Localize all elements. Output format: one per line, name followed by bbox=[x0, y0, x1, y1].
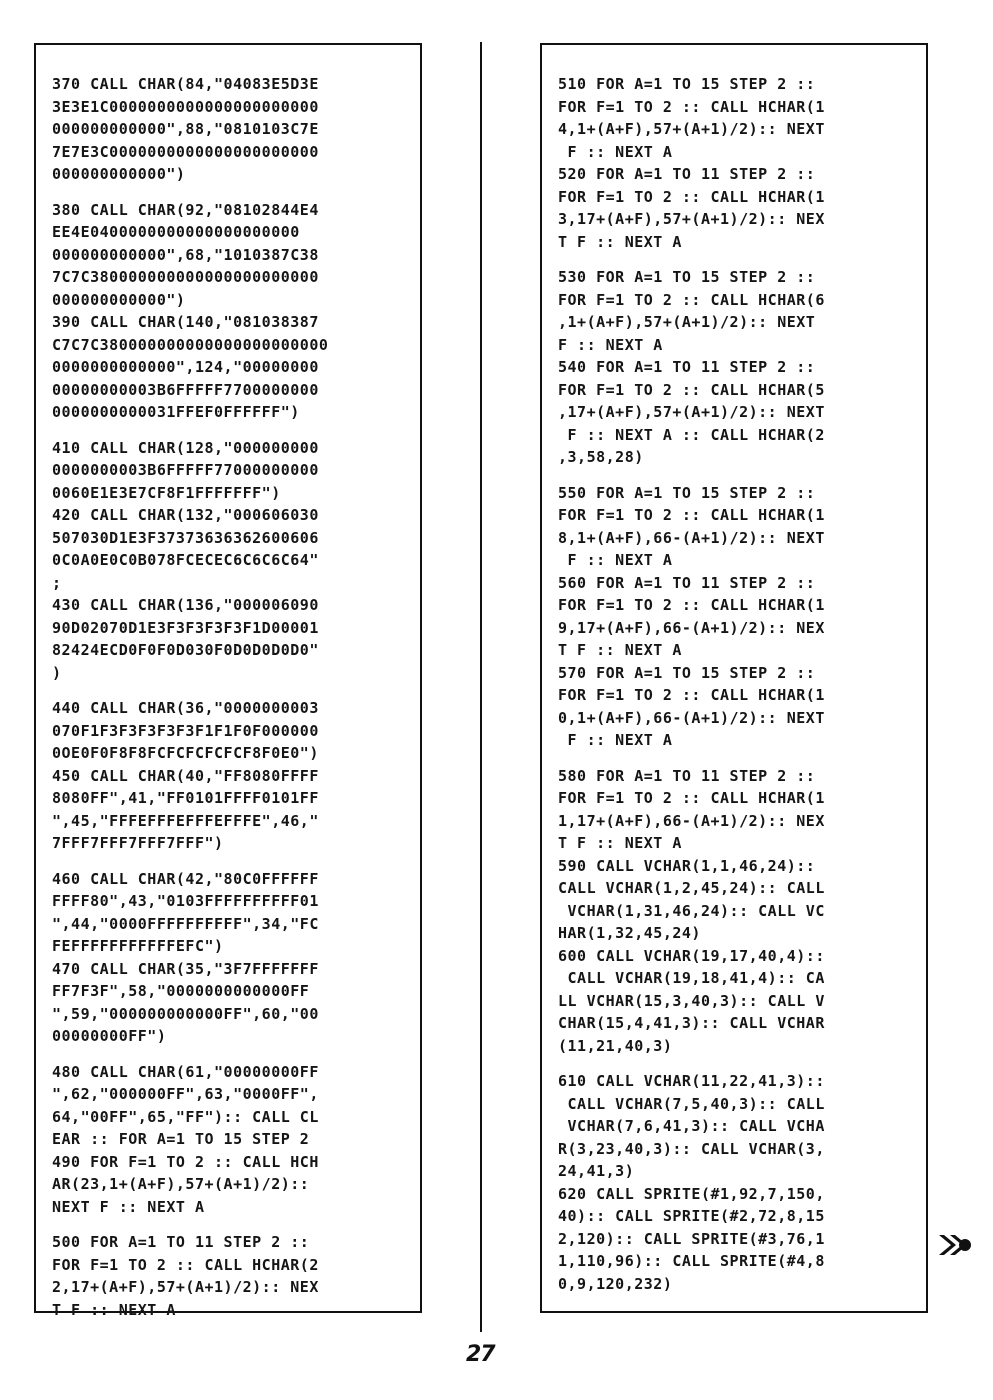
listing-text-line: FF7F3F",58,"0000000000000FF bbox=[52, 982, 310, 1000]
program-line bbox=[52, 1061, 420, 1151]
listing-text-line: 8,1+(A+F),66-(A+1)/2):: NEXT bbox=[558, 528, 825, 547]
column-divider bbox=[480, 42, 482, 1332]
listing-text-line: 390 CALL CHAR(140,"081038387 bbox=[52, 313, 319, 331]
program-line bbox=[558, 73, 926, 163]
listing-text-line: HAR(1,32,45,24) bbox=[558, 924, 701, 942]
listing-text-line: 430 CALL CHAR(136,"000006090 bbox=[52, 596, 319, 614]
listing-text-line: 7C7C380000000000000000000000 bbox=[52, 268, 319, 286]
listing-text-line: NEXT F :: NEXT A bbox=[52, 1197, 205, 1216]
listing-text-line: 82424ECD0F0F0D030F0D0D0D0D0" bbox=[52, 641, 319, 659]
listing-text-line: 460 CALL CHAR(42,"80C0FFFFFF bbox=[52, 869, 319, 888]
listing-text-line: 0000000003B6FFFFF77000000000 bbox=[52, 461, 319, 479]
listing-text-line: EAR :: FOR A=1 TO 15 STEP 2 bbox=[52, 1130, 310, 1148]
listing-text-line: ,1+(A+F),57+(A+1)/2):: NEXT bbox=[558, 313, 816, 331]
listing-text-line: FOR F=1 TO 2 :: CALL HCHAR(1 bbox=[558, 187, 825, 206]
listing-text-line: 3E3E1C0000000000000000000000 bbox=[52, 97, 319, 116]
program-line bbox=[52, 311, 420, 424]
program-line bbox=[558, 266, 926, 356]
listing-text-line: 600 CALL VCHAR(19,17,40,4):: bbox=[558, 946, 825, 965]
listing-text-line: 380 CALL CHAR(92,"08102844E4 bbox=[52, 200, 319, 219]
listing-text-line: 000000000000") bbox=[52, 165, 186, 183]
listing-text-line: 4,1+(A+F),57+(A+1)/2):: NEXT bbox=[558, 120, 825, 138]
listing-text-line: 440 CALL CHAR(36,"0000000003 bbox=[52, 699, 319, 717]
listing-text-line: 2,120):: CALL SPRITE(#3,76,1 bbox=[558, 1229, 825, 1248]
listing-text-line: 450 CALL CHAR(40,"FF8080FFFF bbox=[52, 766, 319, 785]
listing-text-line: 40):: CALL SPRITE(#2,72,8,15 bbox=[558, 1207, 825, 1225]
listing-text-line: CALL VCHAR(7,5,40,3):: CALL bbox=[558, 1094, 825, 1113]
listing-text-line: CHAR(15,4,41,3):: CALL VCHAR bbox=[558, 1014, 825, 1032]
listing-text-line: ",62,"000000FF",63,"0000FF", bbox=[52, 1085, 319, 1103]
program-line bbox=[52, 1231, 420, 1321]
listing-text-line: R(3,23,40,3):: CALL VCHAR(3, bbox=[558, 1139, 825, 1158]
listing-text-line: 90D02070D1E3F3F3F3F3F1D00001 bbox=[52, 618, 319, 637]
listing-text-line: 510 FOR A=1 TO 15 STEP 2 :: bbox=[558, 75, 816, 93]
listing-text-line: FOR F=1 TO 2 :: CALL HCHAR(1 bbox=[558, 686, 825, 704]
listing-text-line: FEFFFFFFFFFFFEFC") bbox=[52, 937, 224, 955]
listing-text-line: FOR F=1 TO 2 :: CALL HCHAR(1 bbox=[558, 789, 825, 807]
program-line bbox=[558, 662, 926, 752]
program-line bbox=[52, 199, 420, 312]
program-line bbox=[52, 594, 420, 684]
listing-text-line: 570 FOR A=1 TO 15 STEP 2 :: bbox=[558, 663, 816, 682]
listing-text-line: FOR F=1 TO 2 :: CALL HCHAR(2 bbox=[52, 1255, 319, 1274]
listing-text-line: ) bbox=[52, 663, 62, 682]
program-line bbox=[52, 437, 420, 505]
listing-text-line: EE4E0400000000000000000000 bbox=[52, 223, 300, 241]
listing-text-line: 0,9,120,232) bbox=[558, 1274, 673, 1293]
listing-text-line: 8080FF",41,"FF0101FFFF0101FF bbox=[52, 789, 319, 807]
listing-text-line: AR(23,1+(A+F),57+(A+1)/2):: bbox=[52, 1175, 310, 1193]
program-line bbox=[558, 482, 926, 572]
double-chevron-right-icon bbox=[938, 1234, 972, 1256]
listing-text-line: 0OE0F0F8F8FCFCFCFCFCF8F0E0") bbox=[52, 744, 319, 762]
listing-text-line: 0000000000000",124,"00000000 bbox=[52, 358, 319, 376]
program-line bbox=[558, 1070, 926, 1183]
listing-text-line: F :: NEXT A bbox=[558, 731, 673, 749]
program-line bbox=[558, 945, 926, 1058]
listing-text-line: T F :: NEXT A bbox=[558, 232, 682, 251]
right-listing-column bbox=[540, 43, 928, 1313]
listing-text-line: 500 FOR A=1 TO 11 STEP 2 :: bbox=[52, 1233, 310, 1251]
program-line bbox=[558, 855, 926, 945]
listing-text-line: 000000000000") bbox=[52, 290, 186, 309]
program-line bbox=[558, 356, 926, 469]
listing-text-line: T F :: NEXT A bbox=[558, 641, 682, 659]
listing-text-line: 0060E1E3E7CF8F1FFFFFFF") bbox=[52, 483, 281, 502]
listing-text-line: FOR F=1 TO 2 :: CALL HCHAR(1 bbox=[558, 97, 825, 116]
code-listing-left bbox=[52, 73, 420, 1321]
listing-text-line: 580 FOR A=1 TO 11 STEP 2 :: bbox=[558, 766, 816, 785]
listing-text-line: 410 CALL CHAR(128,"000000000 bbox=[52, 438, 319, 457]
listing-text-line: ",59,"000000000000FF",60,"00 bbox=[52, 1004, 319, 1023]
listing-text-line: 070F1F3F3F3F3F3F1F1F0F000000 bbox=[52, 721, 319, 740]
listing-text-line: 480 CALL CHAR(61,"00000000FF bbox=[52, 1062, 319, 1081]
listing-text-line: 550 FOR A=1 TO 15 STEP 2 :: bbox=[558, 483, 816, 502]
listing-text-line: 540 FOR A=1 TO 11 STEP 2 :: bbox=[558, 358, 816, 376]
program-line bbox=[52, 958, 420, 1048]
program-line bbox=[558, 1183, 926, 1296]
listing-text-line: 7FFF7FFF7FFF7FFF") bbox=[52, 834, 224, 852]
listing-text-line: 620 CALL SPRITE(#1,92,7,150, bbox=[558, 1184, 825, 1203]
listing-text-line: 560 FOR A=1 TO 11 STEP 2 :: bbox=[558, 573, 816, 592]
listing-text-line: CALL VCHAR(19,18,41,4):: CA bbox=[558, 969, 825, 987]
listing-text-line: F :: NEXT A bbox=[558, 142, 673, 161]
listing-text-line: 1,110,96):: CALL SPRITE(#4,8 bbox=[558, 1252, 825, 1270]
listing-text-line: FOR F=1 TO 2 :: CALL HCHAR(1 bbox=[558, 596, 825, 614]
program-line bbox=[558, 163, 926, 253]
listing-text-line: 470 CALL CHAR(35,"3F7FFFFFFF bbox=[52, 959, 319, 978]
program-line bbox=[52, 504, 420, 594]
listing-text-line: 490 FOR F=1 TO 2 :: CALL HCH bbox=[52, 1152, 319, 1171]
listing-text-line: 000000000000",68,"1010387C38 bbox=[52, 245, 319, 264]
listing-text-line: CALL VCHAR(1,2,45,24):: CALL bbox=[558, 879, 825, 897]
left-listing-column bbox=[34, 43, 422, 1319]
listing-text-line: 370 CALL CHAR(84,"04083E5D3E bbox=[52, 75, 319, 93]
listing-text-line: 7E7E3C0000000000000000000000 bbox=[52, 142, 319, 161]
listing-text-line: 0,1+(A+F),66-(A+1)/2):: NEXT bbox=[558, 708, 825, 727]
listing-text-line: T F :: NEXT A bbox=[558, 834, 682, 852]
listing-text-line: T F :: NEXT A bbox=[52, 1300, 176, 1319]
listing-text-line: 000000000000",88,"0810103C7E bbox=[52, 120, 319, 138]
listing-text-line: 9,17+(A+F),66-(A+1)/2):: NEX bbox=[558, 618, 825, 637]
program-line bbox=[52, 1151, 420, 1219]
program-line bbox=[558, 572, 926, 662]
listing-text-line: FOR F=1 TO 2 :: CALL HCHAR(1 bbox=[558, 506, 825, 524]
listing-text-line: VCHAR(7,6,41,3):: CALL VCHA bbox=[558, 1117, 825, 1135]
code-listing-right bbox=[558, 73, 926, 1295]
listing-text-line: 00000000FF") bbox=[52, 1027, 167, 1045]
listing-text-line: FOR F=1 TO 2 :: CALL HCHAR(6 bbox=[558, 290, 825, 309]
listing-text-line: F :: NEXT A :: CALL HCHAR(2 bbox=[558, 425, 825, 444]
listing-text-line: FFFF80",43,"0103FFFFFFFFFF01 bbox=[52, 892, 319, 910]
listing-text-line: 507030D1E3F37373636362600606 bbox=[52, 528, 319, 547]
listing-text-line: ,17+(A+F),57+(A+1)/2):: NEXT bbox=[558, 403, 825, 421]
program-line bbox=[52, 73, 420, 186]
listing-text-line: VCHAR(1,31,46,24):: CALL VC bbox=[558, 901, 825, 920]
listing-text-line: 3,17+(A+F),57+(A+1)/2):: NEX bbox=[558, 210, 825, 228]
listing-text-line: (11,21,40,3) bbox=[558, 1036, 673, 1055]
listing-text-line: ",44,"0000FFFFFFFFFF",34,"FC bbox=[52, 914, 319, 933]
listing-text-line: 590 CALL VCHAR(1,1,46,24):: bbox=[558, 856, 816, 875]
listing-text-line: 420 CALL CHAR(132,"000606030 bbox=[52, 506, 319, 524]
program-line bbox=[52, 697, 420, 765]
program-line bbox=[558, 765, 926, 855]
listing-text-line: ",45,"FFFEFFFEFFFEFFFE",46," bbox=[52, 811, 319, 830]
listing-text-line: 520 FOR A=1 TO 11 STEP 2 :: bbox=[558, 165, 816, 183]
listing-text-line: C7C7C380000000000000000000000 bbox=[52, 335, 329, 354]
listing-text-line: F :: NEXT A bbox=[558, 335, 663, 354]
listing-text-line: LL VCHAR(15,3,40,3):: CALL V bbox=[558, 991, 825, 1010]
listing-text-line: 610 CALL VCHAR(11,22,41,3):: bbox=[558, 1072, 825, 1090]
program-line bbox=[52, 868, 420, 958]
listing-text-line: 0C0A0E0C0B078FCECEC6C6C6C64" bbox=[52, 551, 319, 569]
program-line bbox=[52, 765, 420, 855]
listing-text-line: 530 FOR A=1 TO 15 STEP 2 :: bbox=[558, 268, 816, 286]
listing-text-line: 24,41,3) bbox=[558, 1162, 635, 1180]
listing-text-line: FOR F=1 TO 2 :: CALL HCHAR(5 bbox=[558, 380, 825, 399]
listing-text-line: 64,"00FF",65,"FF"):: CALL CL bbox=[52, 1107, 319, 1126]
page-number: 27 bbox=[466, 1342, 495, 1367]
listing-text-line: 1,17+(A+F),66-(A+1)/2):: NEX bbox=[558, 811, 825, 830]
listing-text-line: ; bbox=[52, 573, 62, 592]
listing-text-line: 2,17+(A+F),57+(A+1)/2):: NEX bbox=[52, 1278, 319, 1296]
listing-text-line: 0000000000031FFEF0FFFFFF") bbox=[52, 403, 300, 421]
listing-text-line: ,3,58,28) bbox=[558, 448, 644, 466]
listing-text-line: F :: NEXT A bbox=[558, 551, 673, 569]
listing-text-line: 00000000003B6FFFFF7700000000 bbox=[52, 380, 319, 399]
